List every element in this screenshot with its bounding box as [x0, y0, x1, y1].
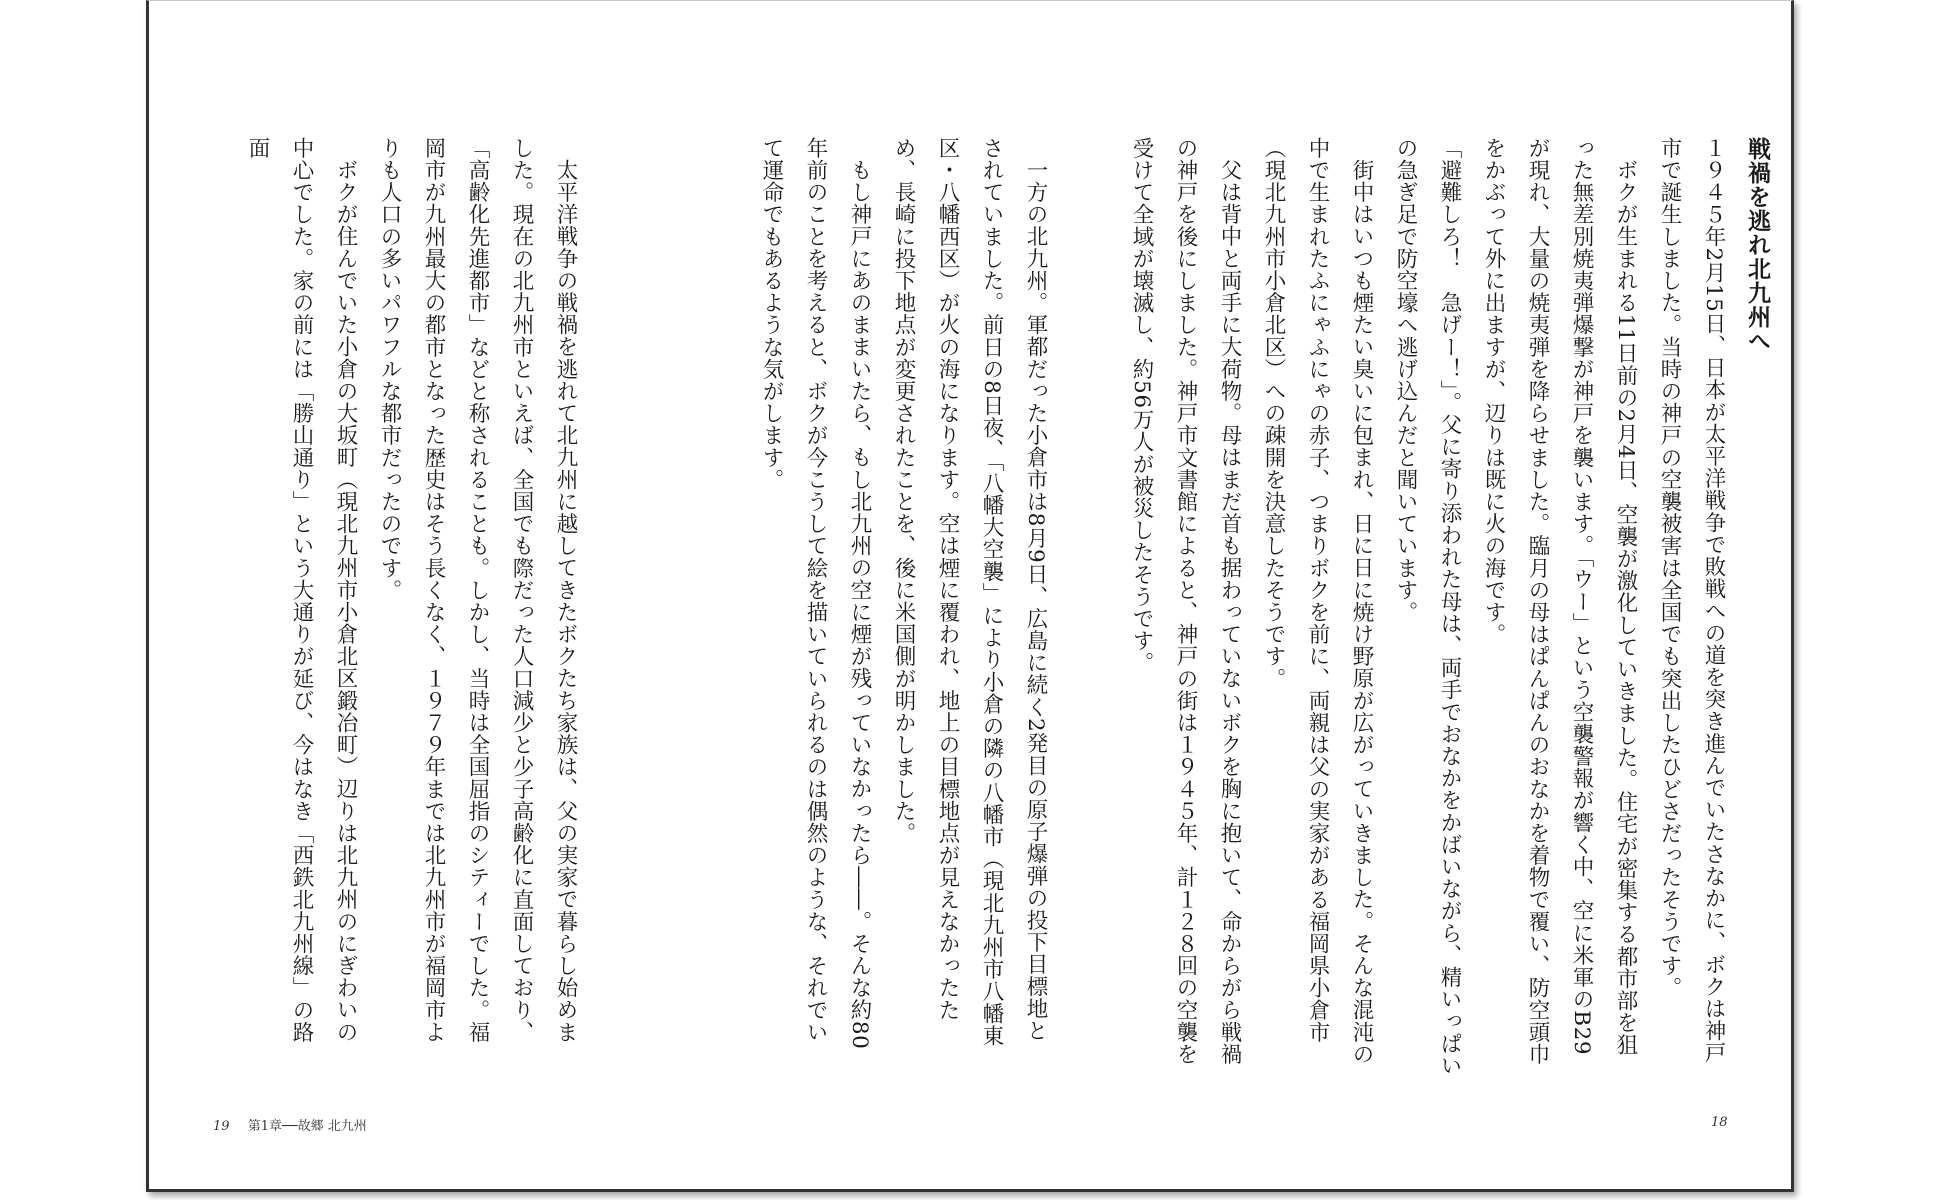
left-page-footer [213, 1115, 367, 1134]
left-page-lower-body [245, 137, 587, 1057]
left-page-number: 19 [213, 1119, 230, 1134]
paragraph: 「避難しろ！ 急げー！」。父に寄り添われた母は、両手でおなかをかばいながら、精いっぱいの急ぎ足で防空壕へ逃げ込んだと聞いています。 [1393, 137, 1462, 1077]
paragraph: 父は背中と両手に大荷物。母はまだ首も据わっていないボクを胸に抱いて、命からがら戦禍の神戸を後にしました。神戸市文書館によると、神戸の街は１９４５年、計１２８回の空襲を受けて全域が壊滅し、約56万人が被災したそうです。 [1129, 137, 1242, 1066]
book-spread [146, 0, 1794, 1192]
paragraph: もし神戸にあのままいたら、もし北九州の空に煙が残っていなかったら――。そんな約80年前のことを考えると、ボクが今こうして絵を描いていられるのは偶然のような、それでいて運命でもあるような気がします。 [759, 137, 872, 1049]
paragraph: 一方の北九州。軍都だった小倉市は8月9日、広島に続く2発目の原子爆弾の投下目標地とされていました。前日の8日夜、「八幡大空襲」により小倉の隣の八幡市（現北九州市八幡東区・八幡西区）が火の海になります。空は煙に覆われ、地上の目標地点が見えなかったため、長崎に投下地点が変更されたことを、後に米国側が明かしました。 [891, 137, 1048, 1047]
right-page-number: 18 [1711, 1115, 1728, 1130]
section-heading: 戦禍を逃れ北九州へ [1744, 137, 1770, 353]
paragraph: 街中はいつも煙たい臭いに包まれ、日に日に焼け野原が広がっていきました。そんな混沌の中で生まれたふにゃふにゃの赤子、つまりボクを前に、両親は父の実家がある福岡県小倉市（現北九州市小倉北区）への疎開を決意したそうです。 [1261, 137, 1374, 1065]
paragraph: 太平洋戦争の戦禍を逃れて北九州に越してきたボクたち家族は、父の実家で暮らし始めました。現在の北九州市といえば、全国でも際だった人口減少と少子高齢化に直面しており、「高齢化先進都市」などと称されることも。しかし、当時は全国屈指のシティーでした。福岡市が九州最大の都市となった歴史はそう長くなく、１９７９年までは北九州市が福岡市よりも人口の多いパワフルな都市だったのです。 [377, 137, 578, 1044]
paragraph: １９４５年2月15日、日本が太平洋戦争で敗戦への道を突き進んでいたさなかに、ボクは神戸市で誕生しました。当時の神戸の空襲被害は全国でも突出したひどさだったそうです。 [1657, 137, 1726, 1064]
right-page-body [1129, 137, 1779, 1077]
paragraph: ボクが住んでいた小倉の大坂町（現北九州市小倉北区鍛冶町）辺りは北九州のにぎわいの中心でした。家の前には「勝山通り」という大通りが延び、今はなき「西鉄北九州線」の路面 [245, 137, 358, 1044]
running-head: 第1章──故郷 北九州 [247, 1119, 367, 1134]
paragraph: ボクが生まれる11日前の2月4日、空襲が激化していきました。住宅が密集する都市部を狙った無差別焼夷弾爆撃が神戸を襲います。「ウー」という空襲警報が響く中、空に米軍のB29が現れ、大量の焼夷弾を降らせました。臨月の母はぱんぱんのおなかを着物で覆い、防空頭巾をかぶって外に出ますが、辺りは既に火の海です。 [1481, 137, 1638, 1066]
left-page-upper-body [587, 137, 1057, 1057]
